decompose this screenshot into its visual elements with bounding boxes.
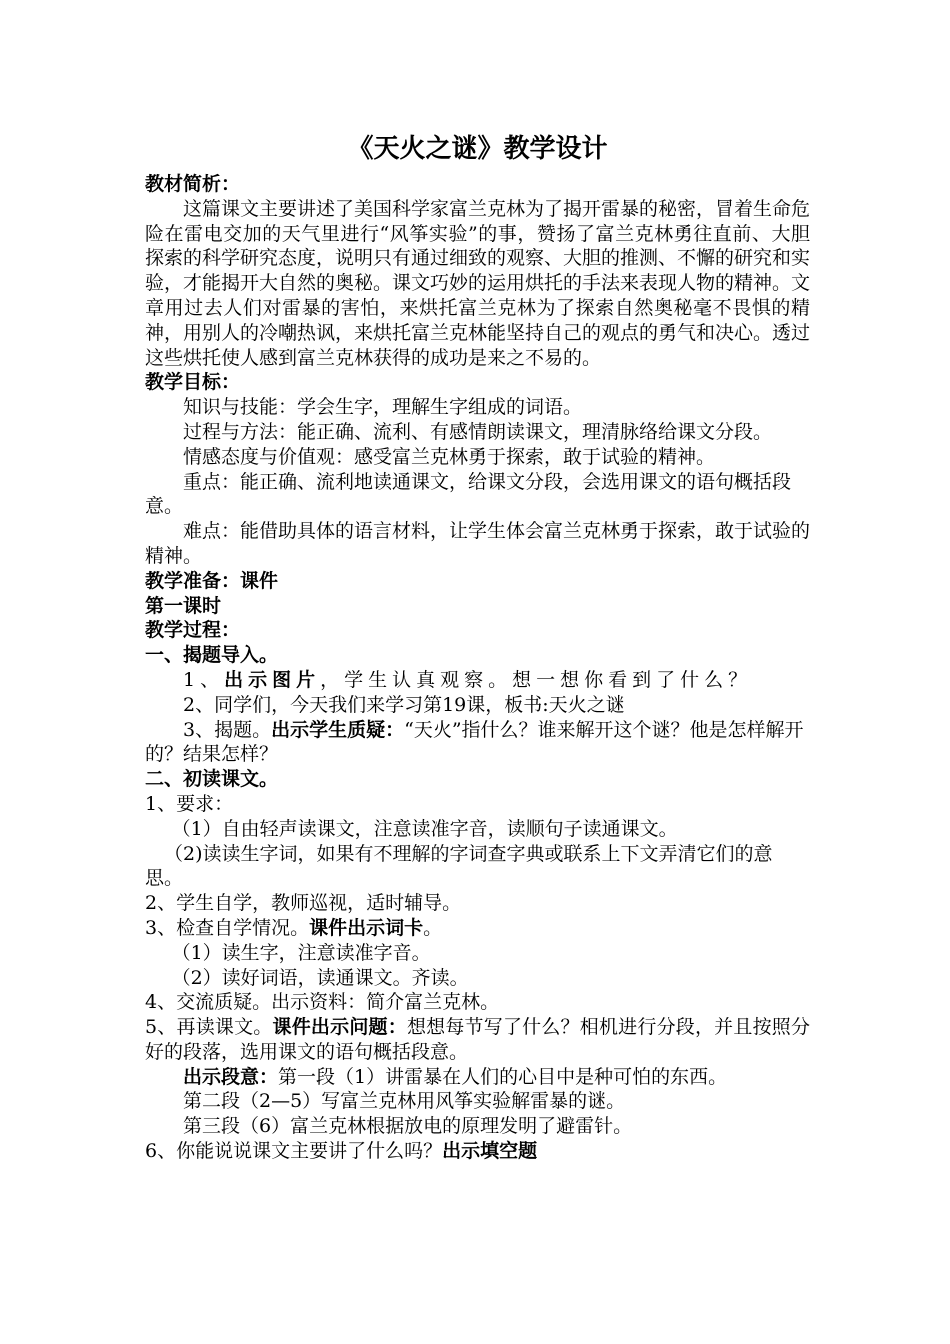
section1-item-1: [145, 668, 810, 693]
goal-item: 知识与技能：学会生字，理解生字组成的词语。: [183, 396, 583, 419]
goal-item: 难点：能借助具体的语言材料，让学生体会富兰克林勇于探索，敢于试验的精神。: [145, 520, 811, 567]
section2-summary-2: 第二段（2—5）写富兰克林用风筝实验解雷暴的谜。: [183, 1090, 626, 1113]
bold-phrase: 出示段意：: [183, 1065, 279, 1088]
document-title: 《天火之谜》教学设计: [347, 134, 608, 164]
bold-phrase: 出示图片: [224, 668, 321, 691]
item-text: 5、再读课文。: [145, 1016, 273, 1039]
lesson-heading: 第一课时: [145, 594, 222, 617]
item-text: “天火”指什么？谁来解开这个谜？他是怎样解开的？结果怎样？: [145, 718, 804, 766]
item-text: ，学生认真观察。想一想你看到了什么？: [320, 668, 753, 691]
section1-item-2: 2、同学们，今天我们来学习第19课，板书:天火之谜: [183, 693, 625, 716]
section2-heading: 二、初读课文。: [145, 768, 279, 791]
section2-sub-3a: （1）读生字，注意读准字音。: [171, 941, 431, 964]
goals-heading: 教学目标：: [145, 371, 241, 394]
process-heading: 教学过程：: [145, 619, 241, 642]
goal-item: 过程与方法：能正确、流利、有感情朗读课文，理清脉络给课文分段。: [183, 420, 773, 443]
item-text: 3、揭题。: [183, 718, 272, 741]
bold-phrase: 课件出示问题：: [272, 1016, 407, 1039]
section1-item-3: [145, 718, 810, 768]
section2-item-5: [145, 1015, 810, 1065]
section2-sub-1b: （2)读读生字词，如果有不理解的字词查字典或联系上下文弄清它们的意思。: [145, 842, 773, 890]
prep-heading: 教学准备：课件: [145, 569, 279, 592]
section2-item-6: [145, 1139, 810, 1164]
section2-item-1: 1、要求：: [145, 792, 234, 815]
section2-item-4: 4、交流质疑。出示资料：简介富兰克林。: [145, 991, 500, 1014]
bold-phrase: 出示填空题: [442, 1140, 538, 1163]
analysis-paragraph: 这篇课文主要讲述了美国科学家富兰克林为了揭开雷暴的秘密，冒着生命危险在雷电交加的天气里进行“风筝实验”的事，赞扬了富兰克林勇往直前、大胆探索的科学研究态度，说明只有通过细致的观察、大胆的推测、不懈的研究和实验，才能揭开大自然的奥秘。课文巧妙的运用烘托的手法来表现人物的精神。文章用过去人们对雷暴的害怕，来烘托富兰克林为了探索自然奥秘毫不畏惧的精神，用别人的冷嘲热讽，来烘托富兰克林能坚持自己的观点的勇气和决心。透过这些烘托使人感到富兰克林获得的成功是来之不易的。: [145, 197, 811, 369]
section2-sub-3b: （2）读好词语，读通课文。齐读。: [171, 966, 469, 989]
section2-summary-1: [145, 1065, 810, 1090]
section2-item-3: [145, 916, 810, 941]
bold-phrase: 出示学生质疑：: [271, 718, 405, 741]
item-number: 1、: [183, 668, 225, 691]
item-text: 6、你能说说课文主要讲了什么吗？: [145, 1140, 443, 1163]
item-text: 3、检查自学情况。: [145, 916, 310, 939]
analysis-heading: 教材简析：: [145, 173, 241, 195]
goal-item: 情感态度与价值观：感受富兰克林勇于探索，敢于试验的精神。: [183, 445, 716, 468]
section2-sub-1a: （1）自由轻声读课文，注意读准字音，读顺句子读通课文。: [171, 817, 678, 840]
document-page: [145, 130, 810, 1164]
section2-item-2: 2、学生自学，教师巡视，适时辅导。: [145, 892, 462, 915]
item-text: 想想每节写了什么？相机进行分段，并且按照分好的段落，选用课文的语句概括段意。: [145, 1016, 810, 1063]
section2-summary-3: 第三段（6）富兰克林根据放电的原理发明了避雷针。: [183, 1115, 633, 1138]
item-text: 第一段（1）讲雷暴在人们的心目中是种可怕的东西。: [278, 1065, 728, 1088]
item-text: 。: [423, 916, 443, 939]
bold-phrase: 课件出示词卡: [309, 916, 424, 939]
goal-item: 重点：能正确、流利地读通课文，给课文分段，会选用课文的语句概括段意。: [145, 470, 792, 518]
section1-heading: 一、揭题导入。: [145, 644, 279, 667]
